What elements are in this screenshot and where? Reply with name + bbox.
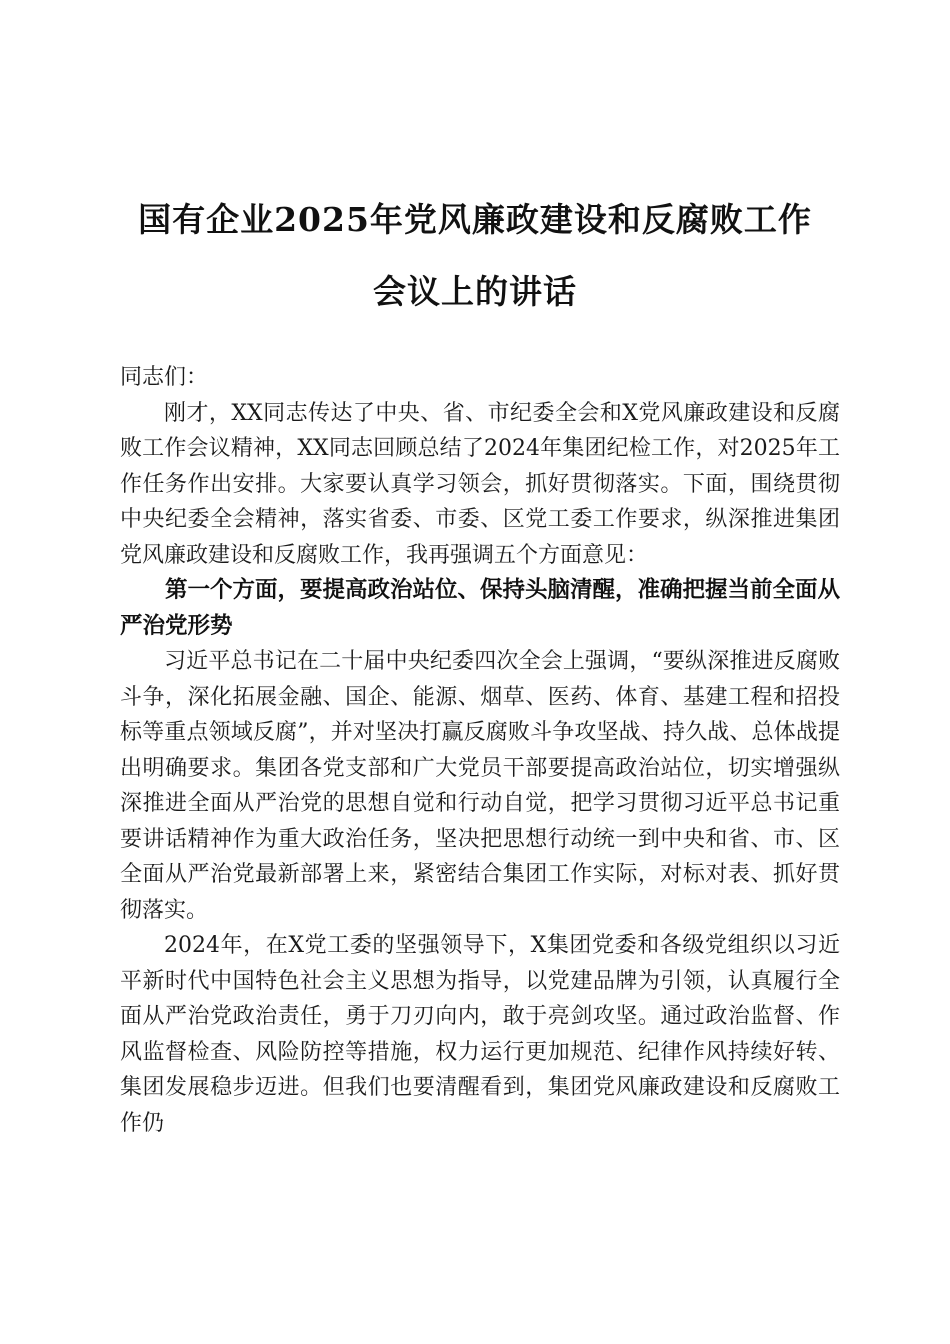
document-title-line-2: 会议上的讲话 — [373, 272, 577, 311]
salutation: 同志们： — [120, 365, 209, 390]
section-paragraph: 习近平总书记在二十届中央纪委四次全会上强调，“要纵深推进反腐败斗争，深化拓展金融、国企、能源、烟草、医药、体育、基建工程和招投标等重点领域反腐”，并对坚决打赢反腐败斗争攻坚战、持久战、总体战提出明确要求。集团各党支部和广大党员干部要提高政治站位，切实增强纵深推进全面从严治党的思想自觉和行动自觉，把学习贯彻习近平总书记重要讲话精神作为重大政治任务，坚决把思想行动统一到中央和省、市、区全面从严治党最新部署上来，紧密结合集团工作实际，对标对表、抓好贯彻落实。 — [120, 649, 840, 923]
document-title-line-1: 国有企业2025年党风廉政建设和反腐败工作 — [138, 200, 812, 239]
intro-paragraph: 刚才，XX同志传达了中央、省、市纪委全会和X党风廉政建设和反腐败工作会议精神，XX同志回顾总结了2024年集团纪检工作，对2025年工作任务作出安排。大家要认真学习领会，抓好贯彻落实。下面，围绕贯彻中央纪委全会精神，落实省委、市委、区党工委工作要求，纵深推进集团党风廉政建设和反腐败工作，我再强调五个方面意见： — [120, 400, 840, 568]
document-body — [120, 360, 840, 1141]
section-paragraph: 2024年，在X党工委的坚强领导下，X集团党委和各级党组织以习近平新时代中国特色社会主义思想为指导，以党建品牌为引领，认真履行全面从严治党政治责任，勇于刀刃向内，敢于亮剑攻坚。通过政治监督、作风监督检查、风险防控等措施，权力运行更加规范、纪律作风持续好转、集团发展稳步迈进。但我们也要清醒看到，集团党风廉政建设和反腐败工作仍 — [120, 933, 840, 1136]
section-heading: 第一个方面，要提高政治站位、保持头脑清醒，准确把握当前全面从严治党形势 — [120, 577, 841, 639]
